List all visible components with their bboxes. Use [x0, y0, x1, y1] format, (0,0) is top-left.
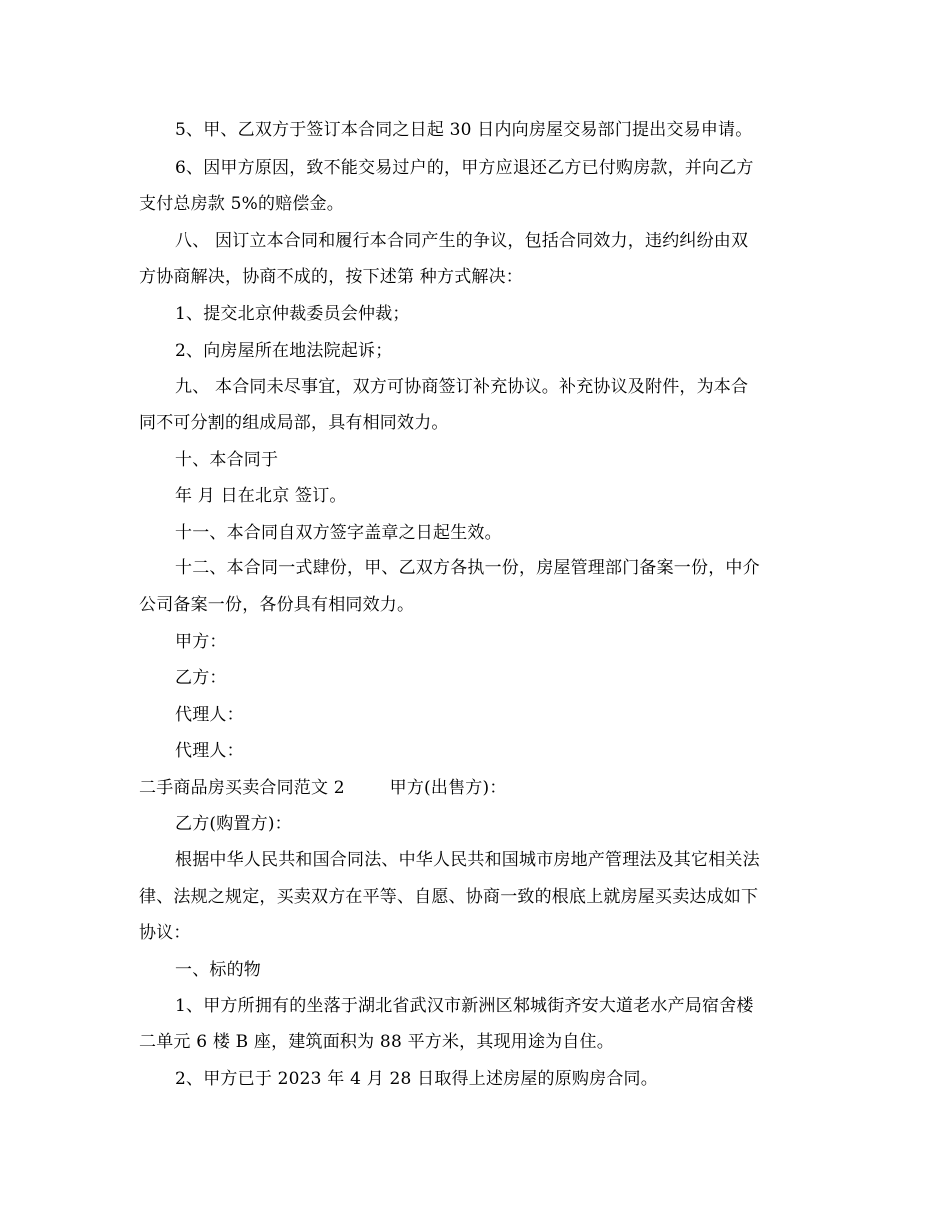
signature-label: 甲方：: [175, 632, 227, 652]
signature-label: 乙方：: [175, 668, 227, 688]
text-line: 二单元 6 楼 B 座，建筑面积为 88 平方米，其现用途为自住。: [139, 1032, 614, 1052]
text-line: 支付总房款 5%的赔偿金。: [139, 194, 344, 214]
text-line: 年 月 日在北京 签订。: [175, 486, 347, 506]
signature-label: 代理人：: [175, 705, 244, 725]
text-line: 律、法规之规定，买卖双方在平等、自愿、协商一致的根底上就房屋买卖达成如下: [139, 887, 759, 907]
text-line: 九、 本合同未尽事宜，双方可协商签订补充协议。补充协议及附件，为本合: [175, 377, 749, 397]
text-line: 2、向房屋所在地法院起诉；: [175, 341, 393, 361]
text-line: 根据中华人民共和国合同法、中华人民共和国城市房地产管理法及其它相关法: [175, 850, 760, 870]
text-line: 6、因甲方原因，致不能交易过户的，甲方应退还乙方已付购房款，并向乙方: [175, 158, 754, 178]
text-line: 方协商解决，协商不成的，按下述第 种方式解决：: [139, 267, 524, 287]
text-line: 5、甲、乙双方于签订本合同之日起 30 日内向房屋交易部门提出交易申请。: [175, 120, 753, 140]
text-line: 一、标的物: [175, 960, 261, 980]
text-line: 同不可分割的组成局部，具有相同效力。: [139, 413, 449, 433]
text-line: 2、甲方已于 2023 年 4 月 28 日取得上述房屋的原购房合同。: [175, 1069, 658, 1089]
text-line: 乙方(购置方)：: [175, 814, 292, 834]
text-line: 八、 因订立本合同和履行本合同产生的争议，包括合同效力，违约纠纷由双: [175, 231, 749, 251]
text-line: 协议：: [139, 923, 191, 943]
text-line: 公司备案一份，各份具有相同效力。: [139, 595, 415, 615]
text-line: 1、甲方所拥有的坐落于湖北省武汉市新洲区邾城街齐安大道老水产局宿舍楼: [175, 996, 754, 1016]
section-heading: 二手商品房买卖合同范文 2 甲方(出售方)：: [139, 778, 507, 798]
text-line: 十一、本合同自双方签字盖章之日起生效。: [175, 523, 502, 543]
text-line: 十、本合同于: [175, 450, 279, 470]
text-line: 1、提交北京仲裁委员会仲裁；: [175, 304, 410, 324]
signature-label: 代理人：: [175, 741, 244, 761]
text-line: 十二、本合同一式肆份，甲、乙双方各执一份，房屋管理部门备案一份，中介: [175, 558, 760, 578]
